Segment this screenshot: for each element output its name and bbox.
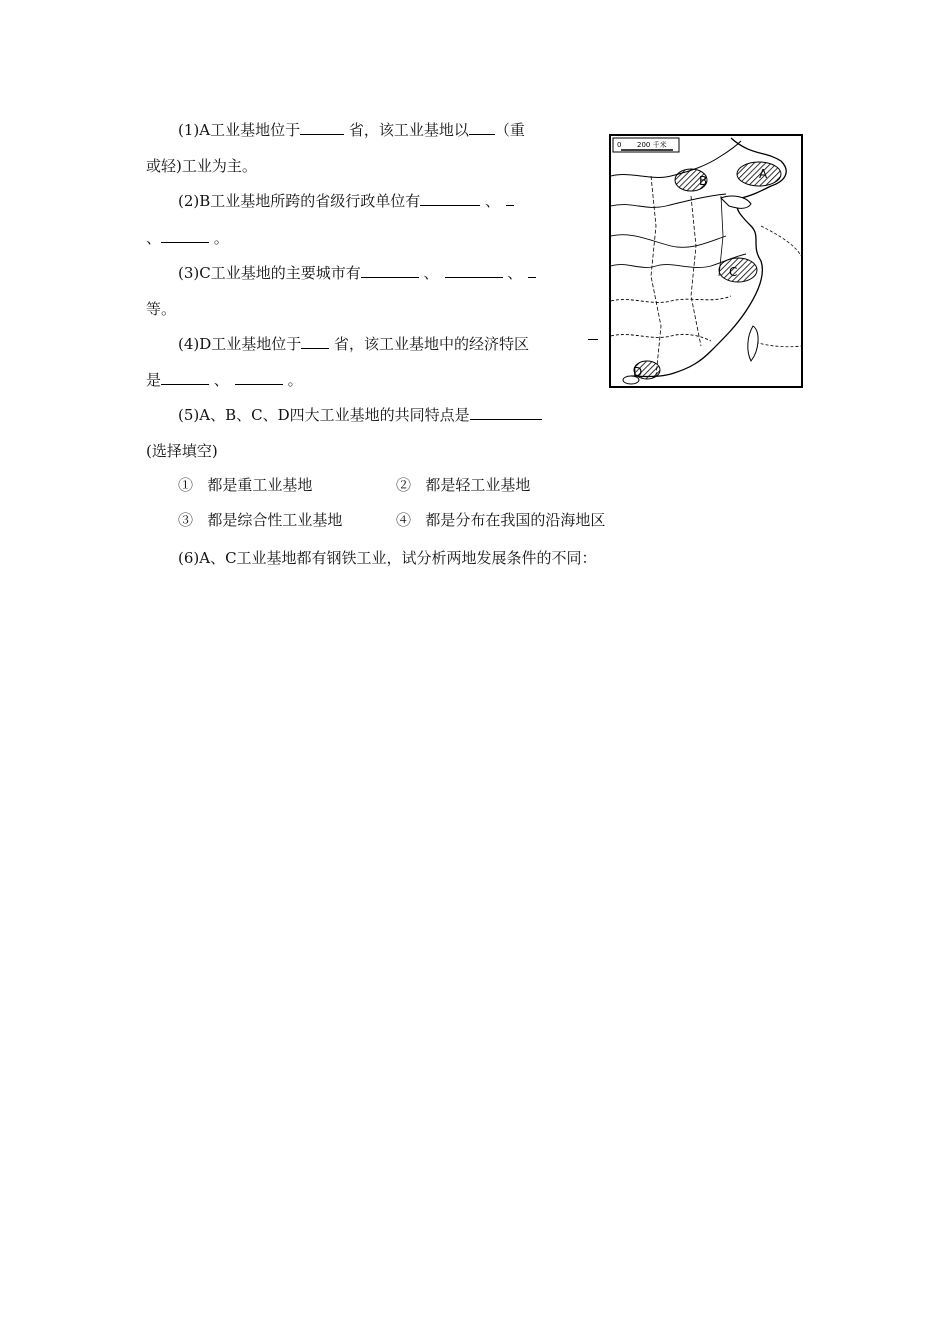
answer-blank[interactable] [161, 370, 209, 385]
answer-blank[interactable] [469, 120, 495, 135]
question-1-line-1: (1)A工业基地位于 省，该工业基地以 （重 [178, 121, 525, 139]
option-1: ① 都是重工业基地 [178, 476, 313, 494]
answer-blank[interactable] [506, 191, 514, 206]
question-2-line-2: 、 。 [146, 229, 229, 247]
answer-blank[interactable] [470, 405, 542, 420]
answer-blank[interactable] [301, 334, 329, 349]
border-line [611, 296, 731, 302]
question-3-line-1: (3)C工业基地的主要城市有 、 、 [178, 263, 536, 283]
question-1-line-2: 或轻)工业为主。 [146, 157, 257, 175]
label-c: C [729, 265, 738, 279]
industrial-base-map [609, 134, 803, 388]
border-line [611, 235, 726, 248]
base-c-area [719, 258, 757, 282]
answer-blank[interactable] [235, 370, 283, 385]
question-4-line-1: (4)D工业基地位于 省，该工业基地中的经济特区 [178, 335, 530, 353]
question-5-line-2: (选择填空) [146, 442, 218, 460]
border-line [611, 334, 711, 341]
scale-text-label: 200 千米 [637, 141, 667, 149]
answer-blank[interactable] [445, 263, 503, 278]
answer-blank[interactable] [161, 228, 209, 243]
question-4-line-2: 是 、 。 [146, 371, 303, 389]
border-line [691, 196, 701, 346]
shandong-peninsula [721, 196, 751, 208]
answer-blank[interactable] [528, 263, 536, 278]
scale-zero-label: 0 [617, 141, 622, 149]
margin-dash [588, 339, 598, 340]
label-a: A [759, 167, 768, 181]
question-3-line-2: 等。 [146, 300, 177, 318]
option-2: ② 都是轻工业基地 [396, 476, 531, 494]
border-line [611, 194, 726, 207]
answer-blank[interactable] [300, 120, 344, 135]
option-3: ③ 都是综合性工业基地 [178, 511, 343, 529]
answer-blank[interactable] [361, 263, 419, 278]
taiwan-island [748, 326, 758, 361]
border-line [651, 176, 661, 376]
answer-blank[interactable] [420, 191, 480, 206]
question-6: (6)A、C工业基地都有钢铁工业，试分析两地发展条件的不同： [178, 549, 597, 567]
map-drawing [611, 136, 801, 386]
question-5-line-1: (5)A、B、C、D四大工业基地的共同特点是 [178, 405, 542, 425]
option-4: ④ 都是分布在我国的沿海地区 [396, 511, 606, 529]
label-b: B [699, 174, 708, 188]
border-line [751, 341, 801, 347]
question-2-line-1: (2)B工业基地所跨的省级行政单位有 、 [178, 191, 514, 211]
border-line [761, 226, 801, 256]
label-d: D [633, 365, 643, 379]
